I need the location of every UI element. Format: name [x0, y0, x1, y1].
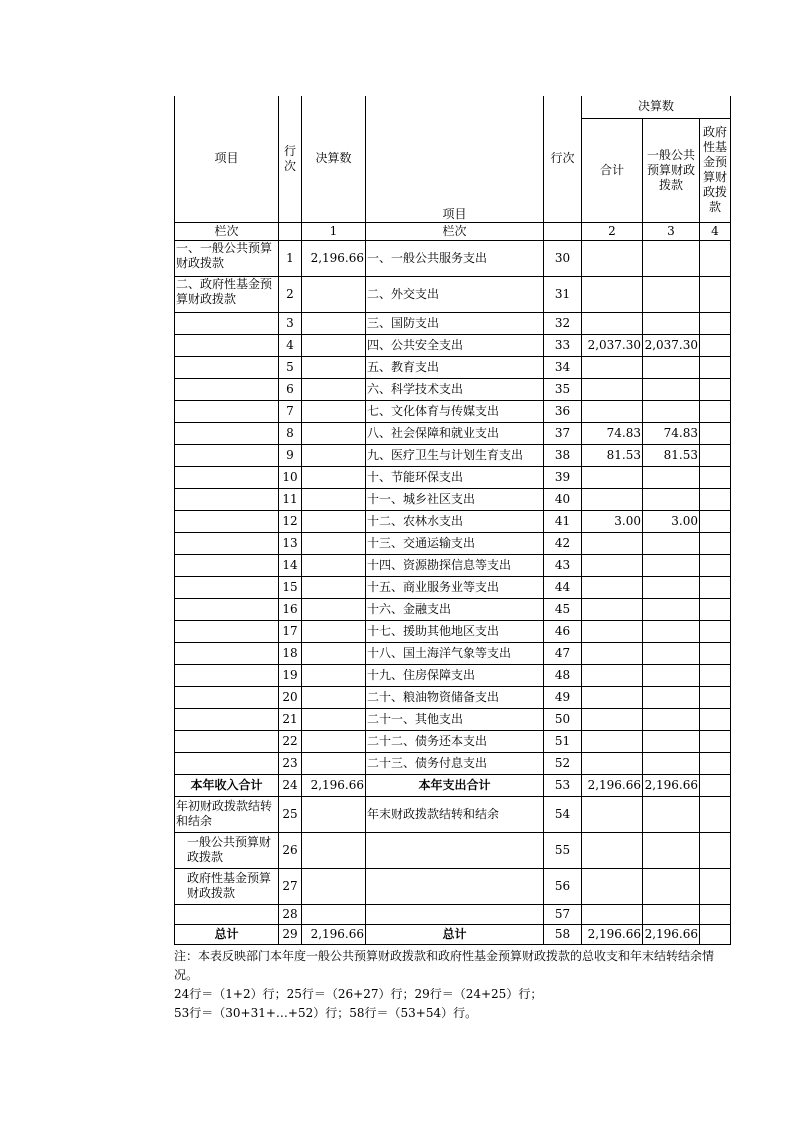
grand-label-right: 总计 — [366, 924, 544, 944]
header-fund: 政府性基金预算财政拨款 — [700, 118, 731, 222]
left-line-no: 13 — [279, 532, 302, 554]
left-item-name — [175, 554, 279, 576]
left-item-name — [175, 686, 279, 708]
table-row — [175, 240, 731, 276]
right-item-name: 二十、粮油物资储备支出 — [366, 686, 544, 708]
right-general — [643, 708, 700, 730]
table-row — [175, 642, 731, 664]
right-total: 2,037.30 — [582, 334, 643, 356]
header-right-line: 行次 — [544, 96, 582, 222]
header-total: 合计 — [582, 118, 643, 222]
right-fund — [700, 686, 731, 708]
ci-general-no: 26 — [279, 832, 302, 868]
header-final-group: 决算数 — [582, 96, 731, 118]
ci-general-row — [175, 832, 731, 868]
table-row — [175, 378, 731, 400]
right-general — [643, 752, 700, 774]
ci-fund-label: 政府性基金预算财政拨款 — [175, 868, 279, 904]
table-row — [175, 554, 731, 576]
right-item-name: 六、科学技术支出 — [366, 378, 544, 400]
right-total — [582, 240, 643, 276]
blank-row — [175, 904, 731, 924]
right-item-name: 十七、援助其他地区支出 — [366, 620, 544, 642]
right-fund — [700, 444, 731, 466]
blank-val — [302, 904, 366, 924]
left-value — [302, 598, 366, 620]
left-item-name — [175, 510, 279, 532]
table-row — [175, 730, 731, 752]
note-line-2: 24行＝（1+2）行；25行＝（26+27）行；29行＝（24+25）行； — [174, 987, 543, 1001]
expense-total-general: 2,196.66 — [643, 774, 700, 796]
right-fund — [700, 642, 731, 664]
carry-out-total — [582, 796, 643, 832]
table-row — [175, 312, 731, 334]
right-general: 2,037.30 — [643, 334, 700, 356]
table-row — [175, 576, 731, 598]
left-line-no: 21 — [279, 708, 302, 730]
header-right-item: 项目 — [366, 96, 544, 222]
right-item-name: 四、公共安全支出 — [366, 334, 544, 356]
header-general: 一般公共预算财政拨款 — [643, 118, 700, 222]
table-row — [175, 598, 731, 620]
right-total: 81.53 — [582, 444, 643, 466]
income-total-no: 24 — [279, 774, 302, 796]
grand-rno: 58 — [544, 924, 582, 944]
right-line-no: 30 — [544, 240, 582, 276]
left-value — [302, 708, 366, 730]
right-total — [582, 730, 643, 752]
grand-val: 2,196.66 — [302, 924, 366, 944]
left-value — [302, 378, 366, 400]
right-general — [643, 400, 700, 422]
left-value — [302, 444, 366, 466]
blank-fund — [700, 904, 731, 924]
ci-fund-general — [643, 868, 700, 904]
right-line-no: 44 — [544, 576, 582, 598]
right-line-no: 47 — [544, 642, 582, 664]
notes — [174, 947, 734, 1023]
left-line-no: 18 — [279, 642, 302, 664]
left-line-no: 9 — [279, 444, 302, 466]
col-index-row — [175, 222, 731, 240]
budget-table — [174, 96, 731, 945]
left-value — [302, 620, 366, 642]
left-value — [302, 532, 366, 554]
grand-total-row — [175, 924, 731, 944]
left-line-no: 5 — [279, 356, 302, 378]
left-value — [302, 276, 366, 312]
note-line-3: 53行＝（30+31+…+52）行；58行＝（53+54）行。 — [174, 1006, 478, 1020]
right-total — [582, 708, 643, 730]
expense-total-label: 本年支出合计 — [366, 774, 544, 796]
right-total — [582, 466, 643, 488]
right-item-name: 十四、资源勘探信息等支出 — [366, 554, 544, 576]
right-fund — [700, 752, 731, 774]
left-line-no: 8 — [279, 422, 302, 444]
left-item-name — [175, 752, 279, 774]
right-item-name: 一、一般公共服务支出 — [366, 240, 544, 276]
header-item: 项目 — [175, 96, 279, 222]
blank-rno: 57 — [544, 904, 582, 924]
left-value — [302, 312, 366, 334]
right-total — [582, 620, 643, 642]
right-line-no: 46 — [544, 620, 582, 642]
left-item-name — [175, 642, 279, 664]
right-line-no: 52 — [544, 752, 582, 774]
left-item-name — [175, 400, 279, 422]
right-item-name: 十八、国土海洋气象等支出 — [366, 642, 544, 664]
ci-fund-row — [175, 868, 731, 904]
right-general — [643, 312, 700, 334]
left-value — [302, 466, 366, 488]
left-value — [302, 730, 366, 752]
right-item-name: 十、节能环保支出 — [366, 466, 544, 488]
table-row — [175, 752, 731, 774]
right-fund — [700, 532, 731, 554]
right-fund — [700, 334, 731, 356]
left-item-name — [175, 730, 279, 752]
right-line-no: 49 — [544, 686, 582, 708]
left-item-name — [175, 598, 279, 620]
right-item-name: 九、医疗卫生与计划生育支出 — [366, 444, 544, 466]
right-line-no: 48 — [544, 664, 582, 686]
left-line-no: 4 — [279, 334, 302, 356]
right-general — [643, 598, 700, 620]
ci-general-right — [366, 832, 544, 868]
right-fund — [700, 554, 731, 576]
right-general — [643, 664, 700, 686]
left-value — [302, 356, 366, 378]
left-value — [302, 576, 366, 598]
income-total-label: 本年收入合计 — [175, 774, 279, 796]
left-line-no: 1 — [279, 240, 302, 276]
left-item-name — [175, 356, 279, 378]
left-line-no: 16 — [279, 598, 302, 620]
table-row — [175, 400, 731, 422]
right-total — [582, 686, 643, 708]
right-general — [643, 356, 700, 378]
left-line-no: 10 — [279, 466, 302, 488]
right-fund — [700, 400, 731, 422]
table-row — [175, 444, 731, 466]
right-fund — [700, 488, 731, 510]
right-fund — [700, 510, 731, 532]
ci-fund-right — [366, 868, 544, 904]
right-item-name: 十一、城乡社区支出 — [366, 488, 544, 510]
left-line-no: 2 — [279, 276, 302, 312]
right-fund — [700, 664, 731, 686]
right-general: 3.00 — [643, 510, 700, 532]
right-total — [582, 554, 643, 576]
right-general — [643, 686, 700, 708]
right-total: 74.83 — [582, 422, 643, 444]
col-index-3: 3 — [643, 222, 700, 240]
col-index-4: 4 — [700, 222, 731, 240]
right-line-no: 50 — [544, 708, 582, 730]
right-line-no: 38 — [544, 444, 582, 466]
right-fund — [700, 378, 731, 400]
right-general — [643, 642, 700, 664]
left-item-name: 一、一般公共预算财政拨款 — [175, 240, 279, 276]
left-line-no: 6 — [279, 378, 302, 400]
right-total — [582, 356, 643, 378]
left-value — [302, 422, 366, 444]
expense-total-no: 53 — [544, 774, 582, 796]
right-total — [582, 378, 643, 400]
table-row — [175, 510, 731, 532]
header-final: 决算数 — [302, 96, 366, 222]
right-fund — [700, 598, 731, 620]
right-fund — [700, 356, 731, 378]
col-index-label: 栏次 — [175, 222, 279, 240]
left-item-name: 二、政府性基金预算财政拨款 — [175, 276, 279, 312]
right-item-name: 二十一、其他支出 — [366, 708, 544, 730]
table-row — [175, 532, 731, 554]
ci-general-fund — [700, 832, 731, 868]
left-item-name — [175, 488, 279, 510]
right-item-name: 十二、农林水支出 — [366, 510, 544, 532]
carry-out-general — [643, 796, 700, 832]
table-row — [175, 686, 731, 708]
right-line-no: 37 — [544, 422, 582, 444]
left-value — [302, 488, 366, 510]
left-line-no: 15 — [279, 576, 302, 598]
left-line-no: 3 — [279, 312, 302, 334]
ci-general-val — [302, 832, 366, 868]
table-row — [175, 620, 731, 642]
right-general — [643, 466, 700, 488]
col-index-blank-right — [544, 222, 582, 240]
left-item-name — [175, 444, 279, 466]
ci-fund-val — [302, 868, 366, 904]
left-value — [302, 642, 366, 664]
left-item-name — [175, 532, 279, 554]
right-general — [643, 620, 700, 642]
expense-total-fund — [700, 774, 731, 796]
blank-general — [643, 904, 700, 924]
grand-general: 2,196.66 — [643, 924, 700, 944]
right-line-no: 36 — [544, 400, 582, 422]
left-value — [302, 510, 366, 532]
left-item-name — [175, 466, 279, 488]
carry-row — [175, 796, 731, 832]
right-total: 3.00 — [582, 510, 643, 532]
right-line-no: 51 — [544, 730, 582, 752]
right-fund — [700, 240, 731, 276]
carry-in-label: 年初财政拨款结转和结余 — [175, 796, 279, 832]
right-line-no: 32 — [544, 312, 582, 334]
right-item-name: 八、社会保障和就业支出 — [366, 422, 544, 444]
right-fund — [700, 576, 731, 598]
left-item-name — [175, 378, 279, 400]
right-line-no: 31 — [544, 276, 582, 312]
left-line-no: 11 — [279, 488, 302, 510]
left-line-no: 7 — [279, 400, 302, 422]
income-total-val: 2,196.66 — [302, 774, 366, 796]
left-line-no: 14 — [279, 554, 302, 576]
right-line-no: 45 — [544, 598, 582, 620]
right-general — [643, 276, 700, 312]
grand-no: 29 — [279, 924, 302, 944]
left-line-no: 20 — [279, 686, 302, 708]
right-general — [643, 576, 700, 598]
right-item-name: 三、国防支出 — [366, 312, 544, 334]
left-item-name — [175, 664, 279, 686]
table-row — [175, 276, 731, 312]
right-item-name: 十九、住房保障支出 — [366, 664, 544, 686]
right-total — [582, 488, 643, 510]
right-general — [643, 532, 700, 554]
left-value: 2,196.66 — [302, 240, 366, 276]
right-general — [643, 240, 700, 276]
grand-total: 2,196.66 — [582, 924, 643, 944]
right-line-no: 42 — [544, 532, 582, 554]
right-total — [582, 576, 643, 598]
table-row — [175, 664, 731, 686]
right-item-name: 二、外交支出 — [366, 276, 544, 312]
grand-label: 总计 — [175, 924, 279, 944]
right-total — [582, 752, 643, 774]
right-item-name: 七、文化体育与传媒支出 — [366, 400, 544, 422]
right-general — [643, 378, 700, 400]
left-item-name — [175, 312, 279, 334]
right-item-name: 十六、金融支出 — [366, 598, 544, 620]
right-fund — [700, 466, 731, 488]
right-item-name: 十三、交通运输支出 — [366, 532, 544, 554]
note-line-1: 注：本表反映部门本年度一般公共预算财政拨款和政府性基金预算财政拨款的总收支和年末结转结余情况。 — [174, 949, 715, 982]
ci-general-total — [582, 832, 643, 868]
blank-total — [582, 904, 643, 924]
carry-out-fund — [700, 796, 731, 832]
carry-out-label: 年末财政拨款结转和结余 — [366, 796, 544, 832]
right-total — [582, 642, 643, 664]
left-value — [302, 334, 366, 356]
right-line-no: 40 — [544, 488, 582, 510]
right-line-no: 41 — [544, 510, 582, 532]
right-item-name: 二十二、债务还本支出 — [366, 730, 544, 752]
right-total — [582, 276, 643, 312]
header-line: 行次 — [279, 96, 302, 222]
right-total — [582, 532, 643, 554]
blank-no: 28 — [279, 904, 302, 924]
right-total — [582, 664, 643, 686]
left-item-name — [175, 708, 279, 730]
right-general — [643, 488, 700, 510]
right-fund — [700, 708, 731, 730]
right-fund — [700, 730, 731, 752]
right-line-no: 39 — [544, 466, 582, 488]
left-item-name — [175, 422, 279, 444]
right-total — [582, 400, 643, 422]
right-item-name: 五、教育支出 — [366, 356, 544, 378]
right-total — [582, 312, 643, 334]
right-item-name: 十五、商业服务业等支出 — [366, 576, 544, 598]
left-value — [302, 752, 366, 774]
expense-total-total: 2,196.66 — [582, 774, 643, 796]
ci-general-label: 一般公共预算财政拨款 — [175, 832, 279, 868]
right-general — [643, 554, 700, 576]
table-row — [175, 356, 731, 378]
ci-fund-rno: 56 — [544, 868, 582, 904]
ci-fund-total — [582, 868, 643, 904]
left-value — [302, 400, 366, 422]
table-row — [175, 708, 731, 730]
carry-out-no: 54 — [544, 796, 582, 832]
col-index-label-right: 栏次 — [366, 222, 544, 240]
right-fund — [700, 276, 731, 312]
ci-fund-fund — [700, 868, 731, 904]
carry-in-val — [302, 796, 366, 832]
left-line-no: 23 — [279, 752, 302, 774]
right-item-name: 二十三、债务付息支出 — [366, 752, 544, 774]
right-line-no: 43 — [544, 554, 582, 576]
right-general: 81.53 — [643, 444, 700, 466]
ci-general-general — [643, 832, 700, 868]
left-item-name — [175, 334, 279, 356]
table-row — [175, 466, 731, 488]
ci-fund-no: 27 — [279, 868, 302, 904]
right-fund — [700, 312, 731, 334]
table-row — [175, 334, 731, 356]
left-value — [302, 554, 366, 576]
right-total — [582, 598, 643, 620]
right-line-no: 33 — [544, 334, 582, 356]
left-line-no: 17 — [279, 620, 302, 642]
left-value — [302, 664, 366, 686]
blank-right — [366, 904, 544, 924]
right-line-no: 35 — [544, 378, 582, 400]
left-value — [302, 686, 366, 708]
income-total-row — [175, 774, 731, 796]
left-item-name — [175, 620, 279, 642]
left-line-no: 19 — [279, 664, 302, 686]
right-fund — [700, 620, 731, 642]
right-general: 74.83 — [643, 422, 700, 444]
ci-general-rno: 55 — [544, 832, 582, 868]
table-row — [175, 488, 731, 510]
right-line-no: 34 — [544, 356, 582, 378]
grand-fund — [700, 924, 731, 944]
col-index-2: 2 — [582, 222, 643, 240]
left-line-no: 12 — [279, 510, 302, 532]
carry-in-no: 25 — [279, 796, 302, 832]
right-general — [643, 730, 700, 752]
col-index-blank — [279, 222, 302, 240]
left-line-no: 22 — [279, 730, 302, 752]
table-row — [175, 422, 731, 444]
left-item-name — [175, 576, 279, 598]
col-index-1: 1 — [302, 222, 366, 240]
header-row-1 — [175, 96, 731, 118]
blank-label — [175, 904, 279, 924]
right-fund — [700, 422, 731, 444]
